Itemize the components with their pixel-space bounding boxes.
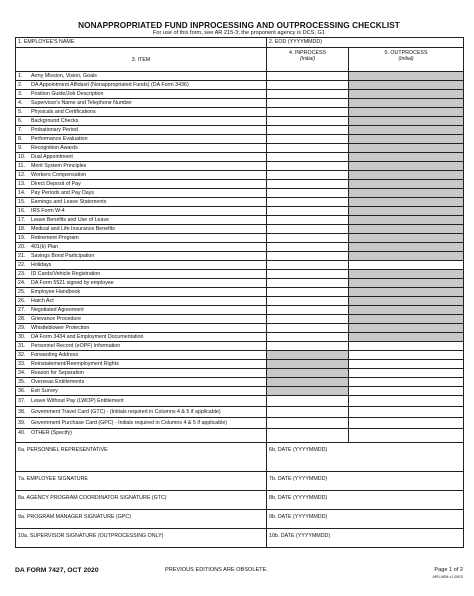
signature-date-field[interactable]	[267, 443, 464, 472]
eod-field[interactable]	[267, 38, 464, 48]
outprocess-initial-field	[349, 324, 464, 333]
signature-row	[16, 491, 464, 510]
item-cell	[16, 315, 267, 324]
item-number: 18.	[18, 226, 26, 232]
outprocess-initial-field	[349, 153, 464, 162]
signature-label: 6a. PERSONNEL REPRESENTATIVE	[18, 447, 108, 453]
item-text: Supervisor's Name and Telephone Number	[31, 100, 133, 106]
item-text: Government Travel Card (GTC) - (Initials required in Columns 4 & 5 if applicable)	[31, 409, 221, 415]
outprocess-initial-field[interactable]	[349, 378, 464, 387]
item-text: Pay Periods and Pay Days	[31, 190, 95, 196]
checklist-row	[16, 279, 464, 288]
outprocess-initial-field[interactable]	[349, 407, 464, 418]
apd-version: APD AEM v1.00ES	[432, 575, 463, 579]
checklist-row	[16, 108, 464, 117]
signature-row	[16, 510, 464, 529]
inprocess-initial-field[interactable]	[267, 198, 349, 207]
checklist-row	[16, 135, 464, 144]
form-id: DA FORM 7427, OCT 2020	[15, 567, 99, 574]
item-cell	[16, 171, 267, 180]
item-text: Hatch Act	[31, 298, 54, 304]
checklist-row	[16, 225, 464, 234]
item-text: DA Form 3434 and Employment Documentation	[31, 334, 144, 340]
page-number: Page 1 of 2	[434, 567, 463, 573]
item-cell	[16, 378, 267, 387]
employee-name-label: 1. EMPLOYEE'S NAME	[18, 39, 75, 45]
item-number: 8.	[18, 136, 23, 142]
inprocess-initial-field	[267, 351, 349, 360]
inprocess-initial-field	[267, 369, 349, 378]
item-text: Savings Bond Participation	[31, 253, 95, 259]
outprocess-initial-field	[349, 297, 464, 306]
checklist-row	[16, 270, 464, 279]
form-title: NONAPPROPRIATED FUND INPROCESSING AND OUTPROCESSING CHECKLIST	[78, 21, 400, 30]
item-cell	[16, 144, 267, 153]
item-number: 9.	[18, 145, 23, 151]
checklist-row	[16, 72, 464, 81]
item-text: Dual Appointment	[31, 154, 73, 160]
item-number: 5.	[18, 109, 23, 115]
item-number: 37.	[18, 398, 26, 404]
checklist-row	[16, 117, 464, 126]
inprocess-initial-field[interactable]	[267, 108, 349, 117]
item-number: 39.	[18, 420, 26, 426]
item-cell	[16, 162, 267, 171]
item-text: Holidays	[31, 262, 52, 268]
item-cell	[16, 72, 267, 81]
item-number: 33.	[18, 361, 26, 367]
item-text: Grievance Procedure	[31, 316, 82, 322]
outprocess-initial-field	[349, 90, 464, 99]
item-text: DA Appointment Affidavit (Nonappropriated Funds) (DA Form 3436)	[31, 82, 189, 88]
item-number: 21.	[18, 253, 26, 259]
item-cell	[16, 396, 267, 407]
outprocess-initial-field	[349, 306, 464, 315]
item-cell	[16, 180, 267, 189]
outprocess-initial-field	[349, 162, 464, 171]
inprocess-initial-field[interactable]	[267, 162, 349, 171]
outprocess-initial-field	[349, 108, 464, 117]
outprocess-initial-field	[349, 81, 464, 90]
signature-row	[16, 472, 464, 491]
item-number: 29.	[18, 325, 26, 331]
signature-label: 7a. EMPLOYEE SIGNATURE	[18, 476, 88, 482]
item-number: 30.	[18, 334, 26, 340]
item-cell	[16, 153, 267, 162]
item-number: 28.	[18, 316, 26, 322]
inprocess-initial-field[interactable]	[267, 171, 349, 180]
item-text: Medical and Life Insurance Benefits	[31, 226, 115, 232]
item-cell	[16, 387, 267, 396]
item-cell	[16, 90, 267, 99]
form-footer	[15, 566, 463, 586]
item-cell	[16, 261, 267, 270]
previous-editions-note: PREVIOUS EDITIONS ARE OBSOLETE.	[165, 567, 268, 573]
item-cell	[16, 407, 267, 418]
item-cell	[16, 99, 267, 108]
checklist-row	[16, 171, 464, 180]
inprocess-initial-field[interactable]	[267, 216, 349, 225]
item-text: Reason for Separation	[31, 370, 85, 376]
item-cell	[16, 198, 267, 207]
checklist-row	[16, 180, 464, 189]
item-number: 26.	[18, 298, 26, 304]
item-text: ID Cards/Vehicle Registration	[31, 271, 101, 277]
item-number: 13.	[18, 181, 26, 187]
item-cell	[16, 270, 267, 279]
item-number: 17.	[18, 217, 26, 223]
outprocess-initial-field[interactable]	[349, 261, 464, 270]
inprocess-initial-field[interactable]	[267, 342, 349, 351]
outprocess-initial-field[interactable]	[349, 387, 464, 396]
inprocess-initial-field[interactable]	[267, 189, 349, 198]
item-text: Merit System Principles	[31, 163, 87, 169]
signature-field[interactable]	[16, 529, 267, 548]
item-number: 40.	[18, 430, 26, 436]
outprocess-initial-field	[349, 171, 464, 180]
signature-field[interactable]	[16, 510, 267, 529]
outprocess-initial-field	[349, 279, 464, 288]
signature-date-label: 7b. DATE (YYYYMMDD)	[269, 476, 328, 482]
outprocess-initial-field	[349, 144, 464, 153]
inprocess-initial-field[interactable]	[267, 270, 349, 279]
checklist-row	[16, 360, 464, 369]
outprocess-initial-field[interactable]	[349, 429, 464, 443]
signature-field[interactable]	[16, 472, 267, 491]
signature-label: 9a. PROGRAM MANAGER SIGNATURE (GPC)	[18, 514, 131, 520]
inprocess-initial-field	[267, 378, 349, 387]
outprocess-initial-field	[349, 333, 464, 342]
item-cell	[16, 369, 267, 378]
item-number: 2.	[18, 82, 23, 88]
inprocess-initial-field[interactable]	[267, 418, 349, 429]
inprocess-initial-field[interactable]	[267, 117, 349, 126]
signature-field[interactable]	[16, 443, 267, 472]
checklist-row	[16, 288, 464, 297]
item-number: 38.	[18, 409, 26, 415]
checklist-row	[16, 387, 464, 396]
signature-row	[16, 443, 464, 472]
item-cell	[16, 189, 267, 198]
outprocess-initial-field	[349, 117, 464, 126]
inprocess-initial-field[interactable]	[267, 261, 349, 270]
item-number: 23.	[18, 271, 26, 277]
inprocess-initial-field[interactable]	[267, 407, 349, 418]
item-number: 19.	[18, 235, 26, 241]
item-cell	[16, 126, 267, 135]
outprocess-initial-field	[349, 207, 464, 216]
checklist-row	[16, 126, 464, 135]
checklist-row	[16, 162, 464, 171]
item-cell	[16, 216, 267, 225]
item-cell	[16, 279, 267, 288]
signature-label: 8a. AGENCY PROGRAM COORDINATOR SIGNATURE (GTC)	[18, 495, 167, 501]
checklist-row	[16, 297, 464, 306]
item-text: Recognition Awards	[31, 145, 78, 151]
outprocess-initial-field[interactable]	[349, 396, 464, 407]
checklist-row	[16, 342, 464, 351]
item-cell	[16, 243, 267, 252]
checklist-table	[15, 37, 464, 548]
item-text: Forwarding Address	[31, 352, 79, 358]
item-cell	[16, 429, 267, 443]
checklist-row	[16, 333, 464, 342]
inprocess-initial-field[interactable]	[267, 315, 349, 324]
inprocess-initial-field[interactable]	[267, 90, 349, 99]
item-text: Retirement Program	[31, 235, 79, 241]
item-cell	[16, 252, 267, 261]
outprocess-initial-field	[349, 180, 464, 189]
item-number: 14.	[18, 190, 26, 196]
employee-name-field[interactable]	[16, 38, 267, 48]
signature-date-field[interactable]	[267, 491, 464, 510]
item-text: Whistleblower Protection	[31, 325, 90, 331]
item-number: 22.	[18, 262, 26, 268]
outprocess-initial-field	[349, 198, 464, 207]
inprocess-sublabel: (Initial)	[299, 56, 315, 62]
checklist-row	[16, 90, 464, 99]
inprocess-column-header	[267, 48, 349, 72]
outprocess-initial-field	[349, 225, 464, 234]
checklist-row	[16, 144, 464, 153]
item-number: 34.	[18, 370, 26, 376]
checklist-row	[16, 81, 464, 90]
inprocess-initial-field[interactable]	[267, 99, 349, 108]
signature-date-field[interactable]	[267, 472, 464, 491]
item-cell	[16, 324, 267, 333]
item-cell	[16, 288, 267, 297]
item-number: 7.	[18, 127, 23, 133]
item-cell	[16, 333, 267, 342]
outprocess-initial-field[interactable]	[349, 360, 464, 369]
item-number: 1.	[18, 73, 23, 79]
item-text: Government Purchase Card (GPC) - Initials required in Columns 4 & 5 if applicable)	[31, 420, 228, 426]
checklist-row	[16, 407, 464, 418]
checklist-row	[16, 369, 464, 378]
outprocess-sublabel: (Initial)	[398, 56, 414, 62]
item-cell	[16, 306, 267, 315]
checklist-row	[16, 216, 464, 225]
checklist-row	[16, 306, 464, 315]
item-number: 3.	[18, 91, 23, 97]
item-number: 35.	[18, 379, 26, 385]
checklist-row	[16, 243, 464, 252]
checklist-row	[16, 351, 464, 360]
item-cell	[16, 117, 267, 126]
item-cell	[16, 342, 267, 351]
item-cell	[16, 225, 267, 234]
item-cell	[16, 135, 267, 144]
item-text: IRS Form W-4	[31, 208, 65, 214]
signature-date-field[interactable]	[267, 529, 464, 548]
signature-date-label: 9b. DATE (YYYYMMDD)	[269, 514, 328, 520]
inprocess-initial-field[interactable]	[267, 429, 349, 443]
item-number: 10.	[18, 154, 26, 160]
item-text: Position Guide/Job Description	[31, 91, 104, 97]
outprocess-initial-field	[349, 72, 464, 81]
item-text: OTHER (Specify)	[31, 430, 72, 436]
item-number: 25.	[18, 289, 26, 295]
inprocess-initial-field[interactable]	[267, 81, 349, 90]
item-number: 24.	[18, 280, 26, 286]
outprocess-initial-field	[349, 99, 464, 108]
item-text: Employee Handbook	[31, 289, 81, 295]
item-number: 31.	[18, 343, 26, 349]
checklist-row	[16, 396, 464, 407]
inprocess-label: 4. INPROCESS	[288, 50, 327, 56]
item-cell	[16, 360, 267, 369]
item-number: 6.	[18, 118, 23, 124]
outprocess-initial-field[interactable]	[349, 418, 464, 429]
outprocess-initial-field	[349, 216, 464, 225]
item-text: 401(k) Plan	[31, 244, 59, 250]
item-number: 11.	[18, 163, 25, 169]
item-text: Army Mission, Vision, Goals	[31, 73, 97, 79]
item-text: Leave Without Pay (LWOP) Entitlement	[31, 398, 124, 404]
outprocess-initial-field	[349, 252, 464, 261]
item-text: Leave Benefits and Use of Leave	[31, 217, 110, 223]
outprocess-label: 5. OUTPROCESS	[384, 50, 428, 56]
inprocess-initial-field[interactable]	[267, 306, 349, 315]
signature-field[interactable]	[16, 491, 267, 510]
outprocess-initial-field[interactable]	[349, 369, 464, 378]
item-text: Performance Evaluation	[31, 136, 88, 142]
checklist-row	[16, 252, 464, 261]
signature-date-label: 8b. DATE (YYYYMMDD)	[269, 495, 328, 501]
item-number: 27.	[18, 307, 26, 313]
item-text: Probationary Period	[31, 127, 78, 133]
item-text: DA Form 5521 signed by employee	[31, 280, 114, 286]
checklist-row	[16, 261, 464, 270]
checklist-row	[16, 189, 464, 198]
checklist-row	[16, 418, 464, 429]
inprocess-initial-field	[267, 360, 349, 369]
inprocess-initial-field[interactable]	[267, 333, 349, 342]
item-text: Earnings and Leave Statements	[31, 199, 107, 205]
checklist-row	[16, 378, 464, 387]
form-subtitle: For use of this form, see AR 215-3; the proponent agency is DCS, G1	[153, 30, 325, 36]
signature-date-field[interactable]	[267, 510, 464, 529]
inprocess-initial-field[interactable]	[267, 180, 349, 189]
inprocess-initial-field[interactable]	[267, 153, 349, 162]
item-cell	[16, 108, 267, 117]
item-cell	[16, 81, 267, 90]
item-text: Physicals and Certifications	[31, 109, 96, 115]
item-number: 32.	[18, 352, 26, 358]
inprocess-initial-field[interactable]	[267, 225, 349, 234]
signature-date-label: 10b. DATE (YYYYMMDD)	[269, 533, 331, 539]
item-text: Personnel Record (eOPF) Information	[31, 343, 121, 349]
checklist-row	[16, 198, 464, 207]
inprocess-initial-field[interactable]	[267, 324, 349, 333]
signature-date-label: 6b. DATE (YYYYMMDD)	[269, 447, 328, 453]
item-text: Exit Survey	[31, 388, 58, 394]
checklist-row	[16, 324, 464, 333]
outprocess-column-header	[349, 48, 464, 72]
inprocess-initial-field[interactable]	[267, 288, 349, 297]
inprocess-initial-field[interactable]	[267, 234, 349, 243]
inprocess-initial-field[interactable]	[267, 252, 349, 261]
item-number: 12.	[18, 172, 26, 178]
checklist-row	[16, 99, 464, 108]
outprocess-initial-field	[349, 234, 464, 243]
outprocess-initial-field[interactable]	[349, 342, 464, 351]
outprocess-initial-field	[349, 315, 464, 324]
item-cell	[16, 351, 267, 360]
inprocess-initial-field[interactable]	[267, 297, 349, 306]
item-number: 15.	[18, 199, 26, 205]
item-text: Direct Deposit of Pay	[31, 181, 81, 187]
inprocess-initial-field	[267, 387, 349, 396]
item-cell	[16, 234, 267, 243]
checklist-form	[15, 21, 463, 548]
outprocess-initial-field	[349, 189, 464, 198]
signature-row	[16, 529, 464, 548]
outprocess-initial-field[interactable]	[349, 351, 464, 360]
inprocess-initial-field[interactable]	[267, 279, 349, 288]
outprocess-initial-field	[349, 270, 464, 279]
checklist-row	[16, 207, 464, 216]
item-text: Reinstatement/Reemployment Rights	[31, 361, 119, 367]
inprocess-initial-field[interactable]	[267, 396, 349, 407]
item-column-header: 3. ITEM	[16, 48, 267, 72]
checklist-row	[16, 429, 464, 443]
inprocess-initial-field[interactable]	[267, 243, 349, 252]
item-number: 16.	[18, 208, 26, 214]
checklist-row	[16, 234, 464, 243]
item-number: 4.	[18, 100, 23, 106]
item-number: 20.	[18, 244, 26, 250]
item-cell	[16, 418, 267, 429]
outprocess-initial-field	[349, 126, 464, 135]
checklist-row	[16, 153, 464, 162]
inprocess-initial-field[interactable]	[267, 144, 349, 153]
inprocess-initial-field[interactable]	[267, 126, 349, 135]
item-text: Workers Compensation	[31, 172, 87, 178]
inprocess-initial-field[interactable]	[267, 207, 349, 216]
item-text: Background Checks	[31, 118, 79, 124]
outprocess-initial-field	[349, 243, 464, 252]
signature-label: 10a. SUPERVISOR SIGNATURE (OUTPROCESSING ONLY)	[18, 533, 164, 539]
item-text: Overseas Entitlements	[31, 379, 85, 385]
eod-label: 2. EOD (YYYYMMDD)	[269, 39, 322, 45]
checklist-row	[16, 315, 464, 324]
item-cell	[16, 297, 267, 306]
item-cell	[16, 207, 267, 216]
outprocess-initial-field	[349, 135, 464, 144]
inprocess-initial-field[interactable]	[267, 72, 349, 81]
inprocess-initial-field[interactable]	[267, 135, 349, 144]
item-text: Negotiated Agreement	[31, 307, 84, 313]
outprocess-initial-field	[349, 288, 464, 297]
item-number: 36.	[18, 388, 26, 394]
